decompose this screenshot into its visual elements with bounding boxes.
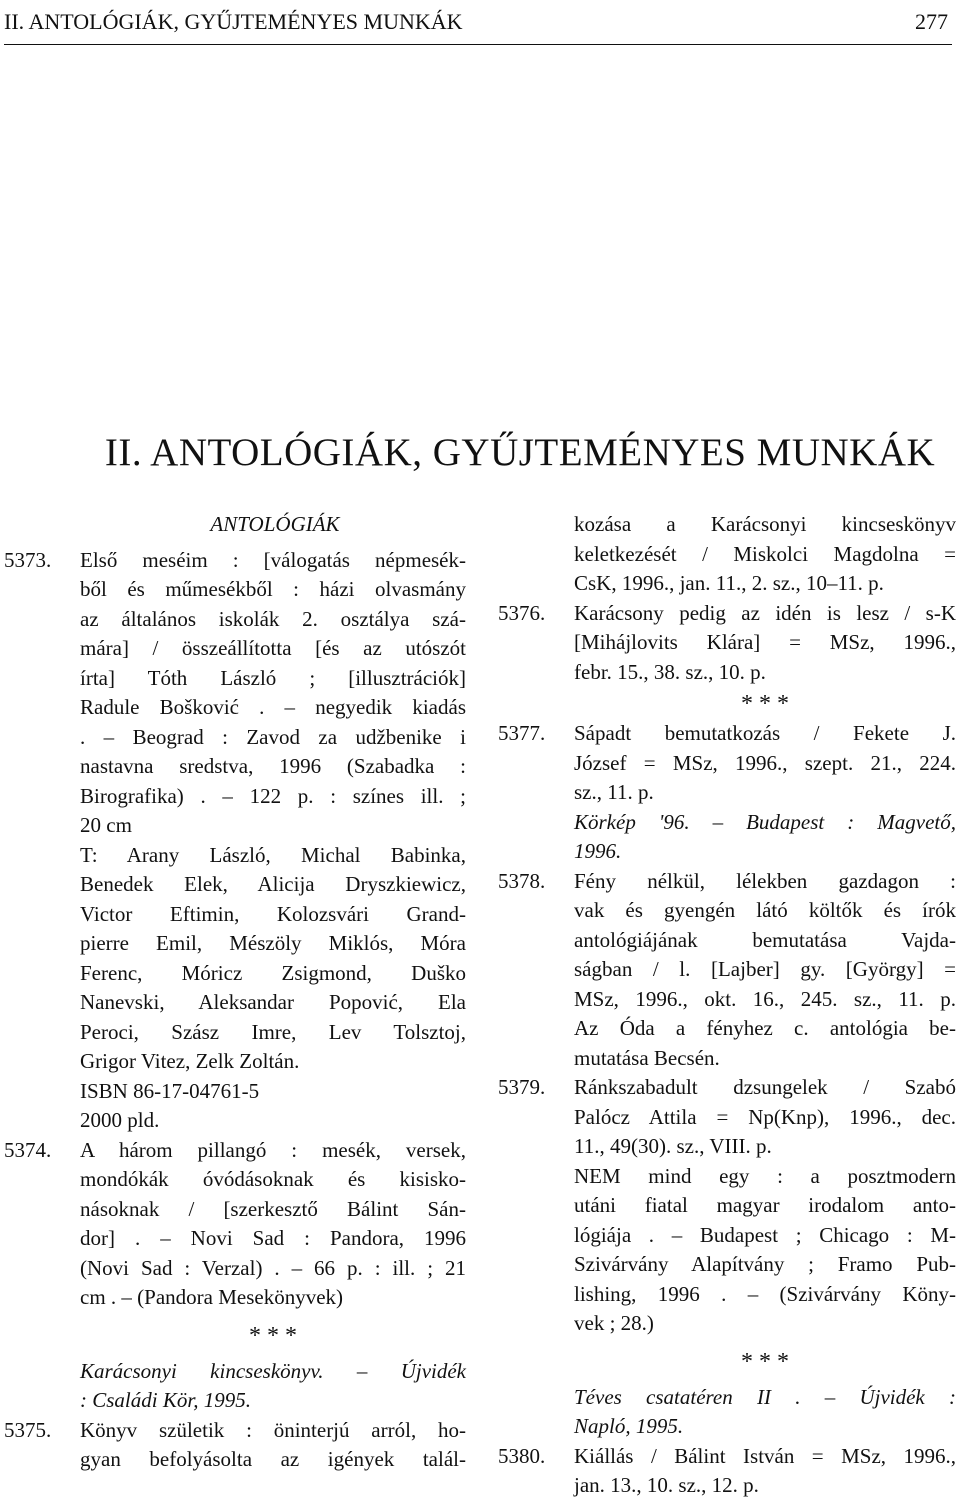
text-line: Körkép '96. – Budapest : Magvető, [574, 809, 956, 834]
entry-number: 5378. [498, 868, 546, 893]
right-column [498, 510, 956, 1501]
entry-number: 5377. [498, 721, 546, 745]
text-line: Ránkszabadult dzsungelek / Szabó [574, 1075, 956, 1099]
text-line: pierre Emil, Mészöly Miklós, Móra [80, 931, 466, 955]
group-title [498, 1383, 956, 1442]
separator-stars: * * * [741, 1348, 789, 1375]
text-line: kozása a Karácsonyi kincseskönyv [574, 512, 956, 536]
text-line: Victor Eftimin, Kolozsvári Grand- [80, 901, 466, 926]
running-head [4, 4, 948, 40]
entry-number: 5374. [4, 1137, 52, 1162]
text-line: Karácsony pedig az idén is lesz / s-K [574, 600, 956, 625]
text-line: mára] / összeállította [és az utószót [80, 636, 466, 660]
entry-body [80, 1136, 466, 1313]
text-line: Karácsonyi kincseskönyv. – Újvidék [80, 1358, 466, 1383]
text-line: nastavna sredstva, 1996 (Szabadka : [80, 754, 466, 778]
text-line: Napló, 1995. [574, 1414, 684, 1438]
text-line: Kiállás / Bálint István = MSz, 1996., [574, 1443, 956, 1468]
text-line: Első meséim : [válogatás népmesék- [80, 547, 466, 572]
entry-body [574, 1442, 956, 1501]
text-line: vak és gyengén látó költők és írók [574, 898, 956, 922]
text-line: (Novi Sad : Verzal) . – 66 p. : ill. ; 21 [80, 1255, 466, 1280]
text-line: NEM mind egy : a posztmodern [574, 1163, 956, 1188]
text-line: T: Arany László, Michal Babinka, [80, 842, 466, 867]
text-line: Nanevski, Aleksandar Popović, Ela [80, 990, 466, 1014]
separator-stars: * * * [741, 691, 789, 717]
text-line: utáni fiatal magyar irodalom anto- [574, 1193, 956, 1217]
text-line: 11., 49(30). sz., VIII. p. [574, 1134, 772, 1158]
text-line: 2000 pld. [80, 1108, 160, 1132]
left-column [4, 510, 466, 1475]
entry-body [574, 867, 956, 1074]
text-line: Ferenc, Móricz Zsigmond, Duško [80, 960, 466, 985]
entry-body [574, 719, 956, 808]
entry-number: 5373. [4, 547, 52, 572]
text-line: [Mihájlovits Klára] = MSz, 1996., [574, 630, 956, 654]
text-line: lishing, 1996 . – (Szivárvány Köny- [574, 1281, 956, 1306]
running-title: II. ANTOLÓGIÁK, GYŰJTEMÉNYES MUNKÁK [4, 9, 463, 34]
text-line: ságban / l. [Lajber] gy. [György] = [574, 957, 956, 981]
entry-source [574, 808, 956, 867]
entry-5373 [4, 546, 466, 1136]
entry-body [80, 546, 466, 1136]
text-line: gyan befolyásolta az igények talál- [80, 1447, 466, 1471]
text-line: MSz, 1996., okt. 16., 245. sz., 11. p. [574, 986, 956, 1011]
text-line: ISBN 86-17-04761-5 [80, 1078, 260, 1103]
entry-number: 5380. [498, 1443, 546, 1468]
text-line: Birografika) . – 122 p. : színes ill. ; [80, 783, 466, 808]
entry-5380 [498, 1442, 956, 1501]
text-line: cm . – (Pandora Mesekönyvek) [80, 1285, 344, 1309]
entry-number: 5379. [498, 1075, 546, 1099]
entry-number: 5376. [498, 600, 546, 625]
text-line: József = MSz, 1996., szept. 21., 224. [574, 750, 956, 775]
section-title: II. ANTOLÓGIÁK, GYŰJTEMÉNYES MUNKÁK [104, 431, 936, 474]
text-line: Palócz Attila = Np(Knp), 1996., dec. [574, 1104, 956, 1129]
entry-continuation [498, 510, 956, 599]
text-line: mondókák óvódásoknak és kisisko- [80, 1167, 466, 1191]
text-line: Sápadt bemutatkozás / Fekete J. [574, 721, 956, 745]
text-line: násoknak / [szerkesztő Bálint Sán- [80, 1196, 466, 1221]
text-line: lógiája . – Budapest ; Chicago : M- [574, 1222, 956, 1247]
text-line: írta] Tóth László ; [illusztrációk] [80, 665, 466, 690]
entry-5376 [498, 599, 956, 688]
entry-5377 [498, 719, 956, 867]
text-line: : Családi Kör, 1995. [80, 1388, 251, 1412]
text-line: 1996. [574, 839, 622, 863]
text-line: Benedek Elek, Alicija Dryszkiewicz, [80, 872, 466, 896]
text-line: Grigor Vitez, Zelk Zoltán. [80, 1049, 300, 1073]
page-number: 277 [915, 9, 948, 34]
text-line: dor] . – Novi Sad : Pandora, 1996 [80, 1226, 466, 1250]
entry-5374 [4, 1136, 466, 1313]
text-line: Fény nélkül, lélekben gazdagon : [574, 868, 956, 893]
header-rule [4, 44, 952, 45]
text-line: mutatása Becsén. [574, 1045, 720, 1070]
group-title [4, 1357, 466, 1416]
text-line: keletkezését / Miskolci Magdolna = [574, 541, 956, 566]
text-line: febr. 15., 38. sz., 10. p. [574, 659, 766, 684]
subsection-heading: ANTOLÓGIÁK [210, 512, 340, 536]
text-line: Téves csatatéren II . – Újvidék : [574, 1384, 956, 1409]
text-line: CsK, 1996., jan. 11., 2. sz., 10–11. p. [574, 571, 884, 595]
entry-5379 [498, 1073, 956, 1339]
text-line: Peroci, Szász Imre, Lev Tolsztoj, [80, 1019, 466, 1044]
entry-5378 [498, 867, 956, 1074]
text-line: Szivárvány Alapítvány ; Framo Pub- [574, 1252, 956, 1276]
text-line: 20 cm [80, 813, 132, 837]
text-line: . – Beograd : Zavod za udžbenike i [80, 724, 466, 749]
text-line: jan. 13., 10. sz., 12. p. [574, 1473, 759, 1497]
text-line: vek ; 28.) [574, 1311, 654, 1335]
text-line: antológiájának bemutatása Vajda- [574, 927, 956, 952]
text-line: Radule Bošković . – negyedik kiadás [80, 695, 466, 719]
separator-stars: * * * [249, 1322, 297, 1349]
text-line: Könyv születik : öninterjú arról, ho- [80, 1417, 466, 1442]
text-line: A három pillangó : mesék, versek, [80, 1137, 466, 1162]
entry-body [574, 1073, 956, 1339]
text-line: sz., 11. p. [574, 780, 654, 804]
entry-number: 5375. [4, 1417, 52, 1442]
text-line: Az Óda a fényhez c. antológia be- [574, 1016, 956, 1040]
text-line: az általános iskolák 2. osztálya szá- [80, 606, 466, 631]
text-line: ből és műmesékből : házi olvasmány [80, 577, 466, 601]
entry-body [574, 599, 956, 688]
